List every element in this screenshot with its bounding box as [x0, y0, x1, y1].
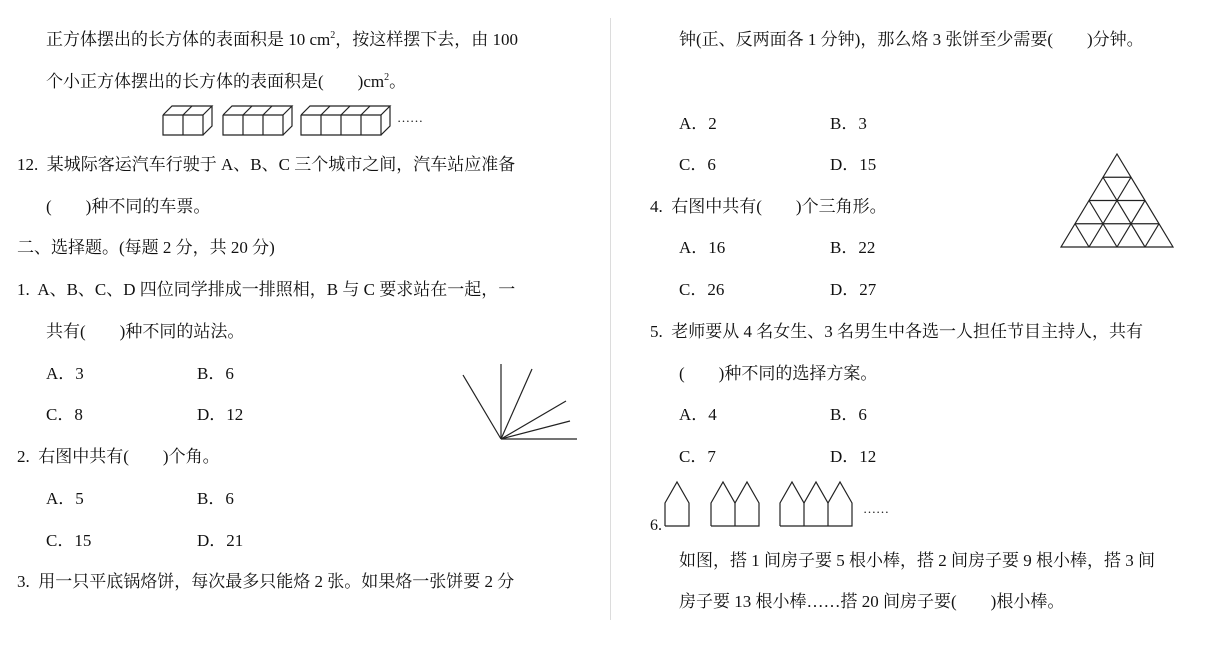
cube-group-4: [301, 106, 390, 135]
cube-ellipsis: ……: [397, 110, 423, 125]
q5-line1: 5. 老师要从 4 名女生、3 名男生中各选一人担任节目主持人，共有: [650, 322, 1143, 341]
q3-option-d[interactable]: D．15: [830, 155, 877, 174]
cube-group-2: [163, 106, 212, 135]
cube-group-3: [223, 106, 292, 135]
q11-line2: 个小正方体摆出的长方体的表面积是( )$cm^2$。: [46, 72, 407, 91]
q5-option-b[interactable]: B．6: [830, 405, 867, 424]
q4-option-b[interactable]: B．22: [830, 238, 876, 257]
q4-option-c[interactable]: C．26: [679, 280, 725, 299]
q3-option-c[interactable]: C．6: [679, 155, 716, 174]
q1-line1: 1. A、B、C、D 四位同学排成一排照相，B 与 C 要求站在一起，一: [17, 280, 516, 299]
q2-line1: 2. 右图中共有( )个角。: [17, 447, 220, 466]
q5-line2: ( )种不同的选择方案。: [679, 364, 878, 383]
q4-option-a[interactable]: A．16: [679, 238, 726, 257]
q4-line1: 4. 右图中共有( )个三角形。: [650, 197, 887, 216]
q12-line1: 12. 某城际客运汽车行驶于 A、B、C 三个城市之间，汽车站应准备: [17, 155, 516, 174]
q12-line2: ( )种不同的车票。: [46, 197, 211, 216]
question-number: 5.: [650, 322, 663, 341]
q6-line1: 如图，搭 1 间房子要 5 根小棒，搭 2 间房子要 9 根小棒，搭 3 间: [679, 551, 1155, 570]
q6-line2: 房子要 13 根小棒……搭 20 间房子要( )根小棒。: [679, 592, 1065, 611]
q2-option-b[interactable]: B．6: [197, 489, 234, 508]
q1-option-d[interactable]: D．12: [197, 405, 244, 424]
q1-option-b[interactable]: B．6: [197, 364, 234, 383]
q1-option-c[interactable]: C．8: [46, 405, 83, 424]
q5-option-d[interactable]: D．12: [830, 447, 877, 466]
q3-cont-line: 钟(正、反两面各 1 分钟)，那么烙 3 张饼至少需要( )分钟。: [679, 30, 1144, 49]
house-group-1: [665, 482, 689, 526]
q3-line1: 3. 用一只平底锅烙饼，每次最多只能烙 2 张。如果烙一张饼要 2 分: [17, 572, 515, 591]
question-number: 2.: [17, 447, 30, 466]
column-divider: [610, 18, 611, 620]
question-number: 3.: [17, 572, 30, 591]
q2-option-a[interactable]: A．5: [46, 489, 84, 508]
q11-line1: 正方体摆出的长方体的表面积是 10 $cm^2$，按这样摆下去，由 100: [46, 30, 519, 49]
q2-option-d[interactable]: D．21: [197, 531, 244, 550]
q6-number: 6.: [650, 517, 662, 534]
house-group-2: [711, 482, 759, 526]
question-number: 4.: [650, 197, 663, 216]
houses-figure: [0, 0, 1, 1]
question-number: 12.: [17, 155, 39, 174]
house-group-3: [780, 482, 852, 526]
question-number: 1.: [17, 280, 30, 299]
houses-ellipsis: ……: [863, 501, 889, 516]
section-heading: 二、选择题。(每题 2 分，共 20 分): [17, 238, 275, 257]
q4-option-d[interactable]: D．27: [830, 280, 877, 299]
q2-option-c[interactable]: C．15: [46, 531, 92, 550]
q1-option-a[interactable]: A．3: [46, 364, 84, 383]
q5-option-c[interactable]: C．7: [679, 447, 716, 466]
q3-option-a[interactable]: A．2: [679, 114, 717, 133]
q5-option-a[interactable]: A．4: [679, 405, 717, 424]
q1-line2: 共有( )种不同的站法。: [46, 322, 245, 341]
q3-option-b[interactable]: B．3: [830, 114, 867, 133]
